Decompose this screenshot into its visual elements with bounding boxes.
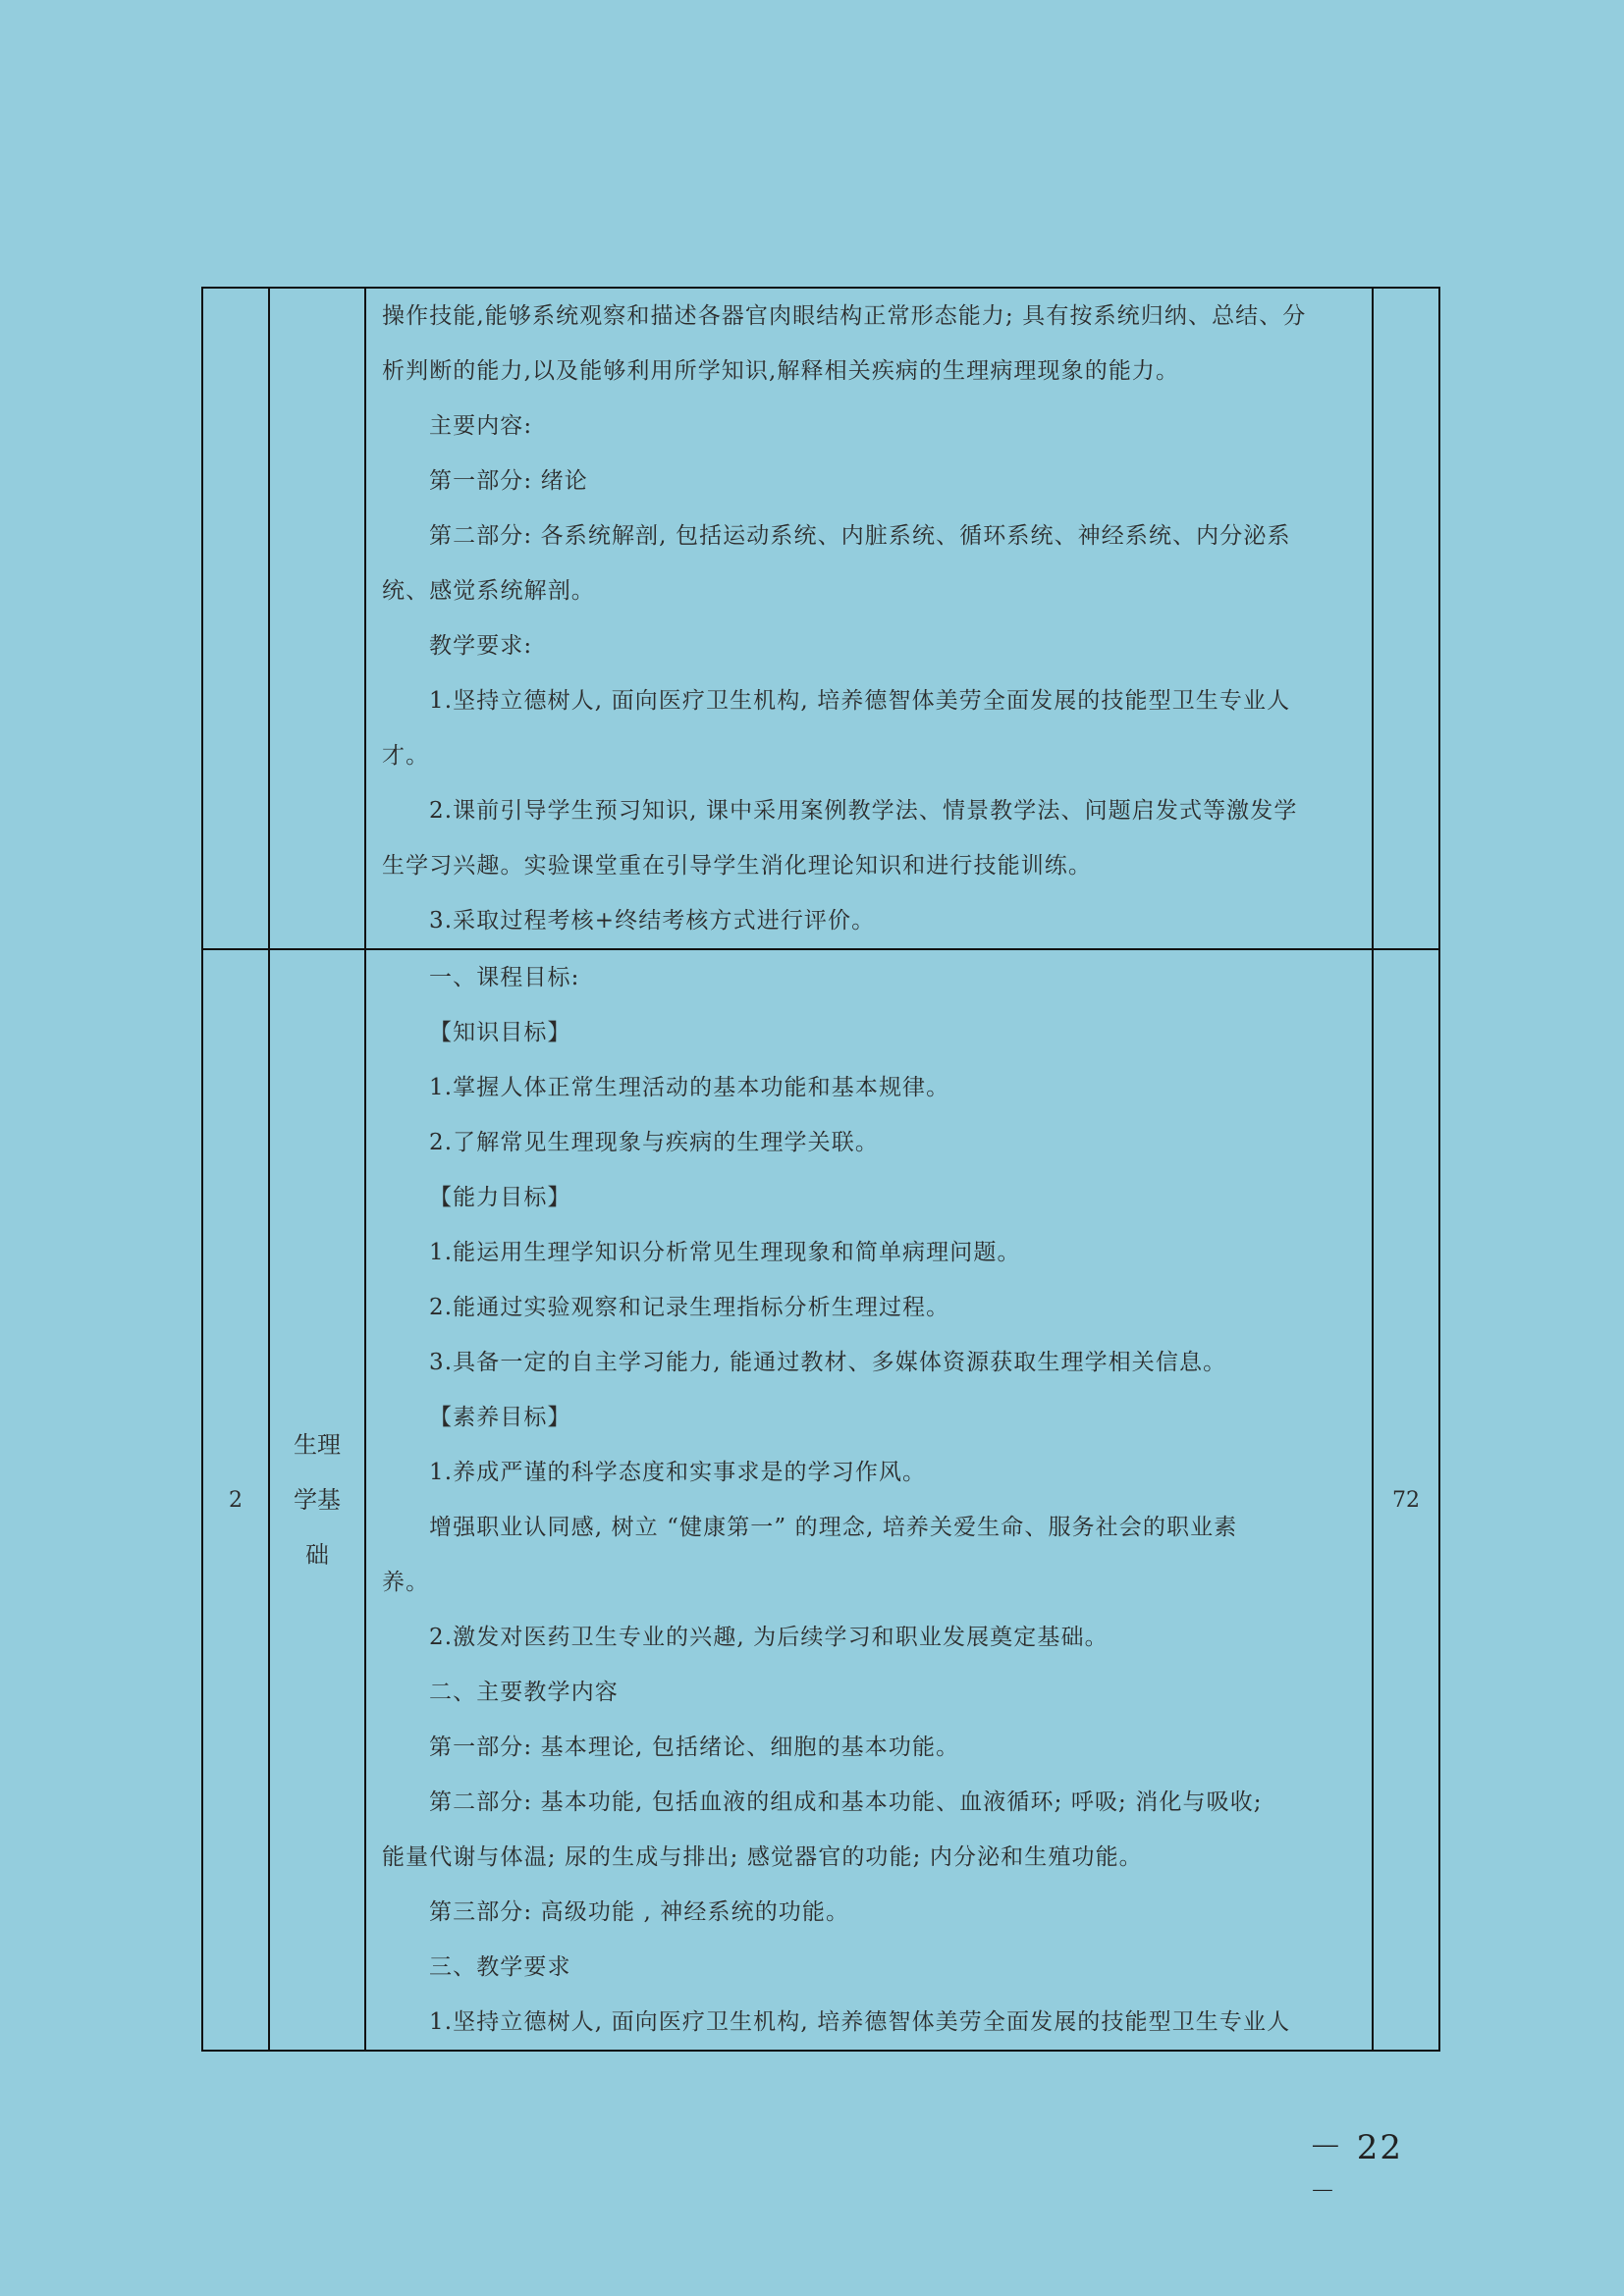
content-line: 3.采取过程考核+终结考核方式进行评价。	[429, 908, 876, 934]
course-name-cell	[269, 288, 365, 949]
content-line: 【素养目标】	[429, 1405, 571, 1430]
content-line: 1.坚持立德树人, 面向医疗卫生机构, 培养德智体美劳全面发展的技能型卫生专业人	[429, 2009, 1291, 2035]
content-line: 养。	[382, 1570, 430, 1595]
content-line: 1.养成严谨的科学态度和实事求是的学习作风。	[429, 1460, 927, 1485]
content-line: 主要内容:	[429, 413, 533, 439]
course-content-cell	[365, 949, 1373, 2051]
content-line: 2.激发对医药卫生专业的兴趣, 为后续学习和职业发展奠定基础。	[429, 1625, 1109, 1650]
content-line: 第二部分: 基本功能, 包括血液的组成和基本功能、血液循环; 呼吸; 消化与吸收;	[429, 1789, 1263, 1815]
hours-cell	[1373, 288, 1439, 949]
content-line: 第一部分: 基本理论, 包括绪论、细胞的基本功能。	[429, 1735, 960, 1760]
course-name-line: 学基	[294, 1486, 341, 1514]
course-name-line: 生理	[294, 1431, 341, 1459]
content-line: 2.了解常见生理现象与疾病的生理学关联。	[429, 1130, 879, 1155]
content-line: 操作技能,能够系统观察和描述各器官肉眼结构正常形态能力; 具有按系统归纳、总结、分	[382, 303, 1307, 329]
content-line: 增强职业认同感, 树立 “健康第一” 的理念, 培养关爱生命、服务社会的职业素	[429, 1515, 1238, 1540]
content-line: 2.课前引导学生预习知识, 课中采用案例教学法、情景教学法、问题启发式等激发学	[429, 798, 1298, 824]
course-content-cell	[365, 288, 1373, 949]
content-line: 【能力目标】	[429, 1185, 571, 1210]
row-index-cell: 2	[202, 949, 269, 2051]
content-line: 1.坚持立德树人, 面向医疗卫生机构, 培养德智体美劳全面发展的技能型卫生专业人	[429, 688, 1291, 714]
content-line: 【知识目标】	[429, 1020, 571, 1045]
content-line: 1.掌握人体正常生理活动的基本功能和基本规律。	[429, 1075, 950, 1100]
page-number-dash: －	[1310, 2177, 1336, 2207]
content-line: 3.具备一定的自主学习能力, 能通过教材、多媒体资源获取生理学相关信息。	[429, 1350, 1227, 1375]
table-row	[202, 949, 1439, 2051]
row-index-cell	[202, 288, 269, 949]
content-line: 第一部分: 绪论	[429, 468, 588, 494]
table-row	[202, 288, 1439, 949]
course-name-line: 础	[305, 1541, 329, 1569]
content-line: 析判断的能力,以及能够利用所学知识,解释相关疾病的生理病理现象的能力。	[382, 358, 1180, 384]
content-line: 三、教学要求	[429, 1954, 571, 1980]
content-line: 生学习兴趣。实验课堂重在引导学生消化理论知识和进行技能训练。	[382, 853, 1092, 879]
hours-cell: 72	[1373, 949, 1439, 2051]
content-line: 第二部分: 各系统解剖, 包括运动系统、内脏系统、循环系统、神经系统、内分泌系	[429, 523, 1291, 549]
content-line: 1.能运用生理学知识分析常见生理现象和简单病理问题。	[429, 1240, 1021, 1265]
content-line: 教学要求:	[429, 633, 533, 659]
content-line: 统、感觉系统解剖。	[382, 578, 595, 604]
content-line: 才。	[382, 743, 430, 769]
page-number: － 22	[1308, 2128, 1403, 2167]
content-line: 2.能通过实验观察和记录生理指标分析生理过程。	[429, 1295, 950, 1320]
content-line: 一、课程目标:	[429, 965, 580, 990]
content-line: 能量代谢与体温; 尿的生成与排出; 感觉器官的功能; 内分泌和生殖功能。	[382, 1844, 1143, 1870]
course-name-cell	[269, 949, 365, 2051]
curriculum-table	[201, 287, 1440, 2052]
content-line: 二、主要教学内容	[429, 1680, 619, 1705]
content-line: 第三部分: 高级功能 , 神经系统的功能。	[429, 1899, 850, 1925]
